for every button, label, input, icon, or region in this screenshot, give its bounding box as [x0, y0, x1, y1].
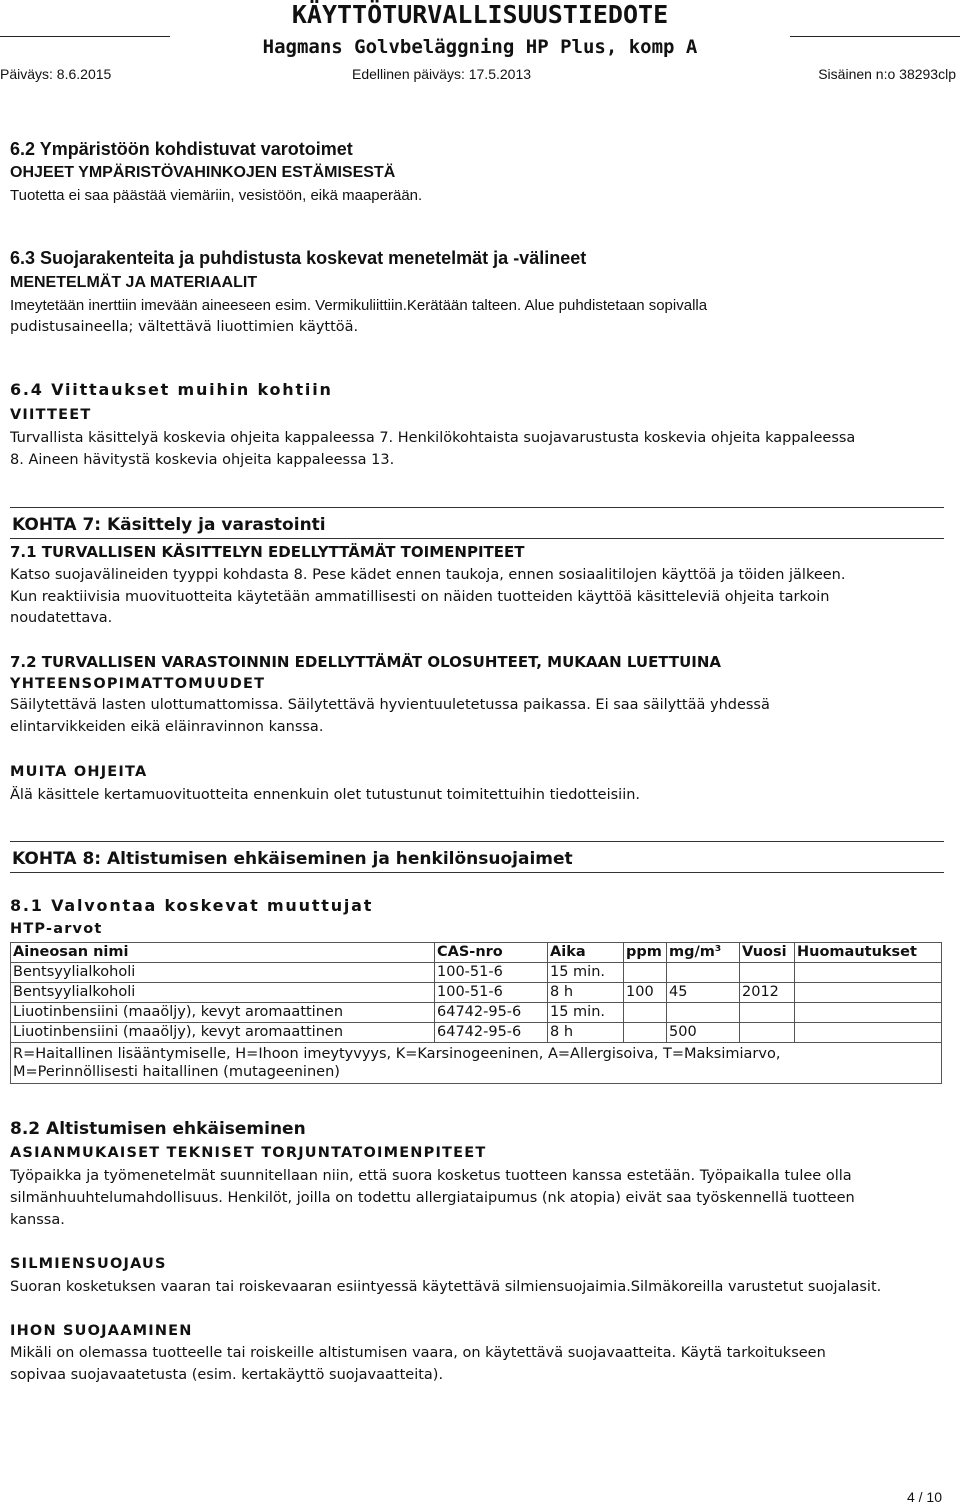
table-note-line2: M=Perinnöllisesti haitallinen (mutageeninen): [13, 1064, 340, 1080]
section-7-1-line1: Katso suojavälineiden tyyppi kohdasta 8. Pese kädet ennen taukoja, ennen sosiaalitilojen käyttöä ja töiden jälkeen.: [10, 567, 846, 583]
table-cell: 64742-95-6: [435, 1023, 548, 1043]
table-header-cell: Aika: [548, 943, 624, 963]
table-row: [11, 1023, 942, 1043]
document-header: [0, 0, 960, 90]
date-field: Päiväys: 8.6.2015: [0, 66, 112, 82]
table-header-row: [11, 943, 942, 963]
section-6-2-text: Tuotetta ei saa päästää viemäriin, vesistöön, eikä maaperään.: [10, 187, 423, 204]
eye-protection-heading: SILMIENSUOJAUS: [10, 1256, 167, 1272]
table-cell: Bentsyylialkoholi: [11, 983, 435, 1003]
table-cell: [667, 1003, 740, 1023]
section-8-title: KOHTA 8: Altistumisen ehkäiseminen ja henkilönsuojaimet: [10, 841, 944, 873]
table-cell: 15 min.: [548, 1003, 624, 1023]
section-7-title: KOHTA 7: Käsittely ja varastointi: [10, 507, 944, 539]
section-7-2-line1: Säilytettävä lasten ulottumattomissa. Säilytettävä hyvientuuletetussa paikassa. Ei saa säilyttää yhdessä: [10, 697, 770, 713]
section-7-2-heading-line2: YHTEENSOPIMATTOMUUDET: [10, 676, 266, 692]
previous-date-field: Edellinen päiväys: 17.5.2013: [352, 66, 532, 82]
section-7-2-heading-line1: 7.2 TURVALLISEN VARASTOINNIN EDELLYTTÄMÄT OLOSUHTEET, MUKAAN LUETTUINA: [10, 653, 722, 671]
section-6-3-subheading: MENETELMÄT JA MATERIAALIT: [10, 274, 258, 291]
section-6-2-subheading: OHJEET YMPÄRISTÖVAHINKOJEN ESTÄMISESTÄ: [10, 164, 396, 181]
section-8-2-heading: 8.2 Altistumisen ehkäiseminen: [10, 1119, 306, 1139]
section-6-3-text-line2: pudistusaineella; vältettävä liuottimien käyttöä.: [10, 319, 359, 335]
table-cell: Bentsyylialkoholi: [11, 963, 435, 983]
section-6-3-heading: 6.3 Suojarakenteita ja puhdistusta koskevat menetelmät ja -välineet: [10, 248, 587, 268]
technical-measures-line3: kanssa.: [10, 1212, 65, 1228]
table-cell: [740, 963, 795, 983]
htp-table-wrapper: [10, 942, 950, 1084]
table-note-line1: R=Haitallinen lisääntymiselle, H=Ihoon imeytyvyys, K=Karsinogeeninen, A=Allergisoiva, T=Maksimiarvo,: [13, 1046, 781, 1062]
table-header-cell: Huomautukset: [795, 943, 942, 963]
table-row: [11, 963, 942, 983]
page-number: 4 / 10: [906, 1489, 942, 1505]
eye-protection-text: Suoran kosketuksen vaaran tai roiskevaaran esiintyessä käytettävä silmiensuojaimia.Silmäkoreilla varustetut suojalasit.: [10, 1279, 882, 1295]
internal-number-field: Sisäinen n:o 38293clp: [818, 66, 956, 82]
skin-protection-line2: sopivaa suojavaatetusta (esim. kertakäyttö suojavaatteita).: [10, 1367, 444, 1383]
skin-protection-heading: IHON SUOJAAMINEN: [10, 1323, 193, 1339]
table-cell: 2012: [740, 983, 795, 1003]
table-row: [11, 983, 942, 1003]
table-cell: [624, 963, 667, 983]
section-6-4-subheading: VIITTEET: [10, 407, 92, 423]
section-7-1-heading: 7.1 TURVALLISEN KÄSITTELYN EDELLYTTÄMÄT TOIMENPITEET: [10, 543, 525, 561]
table-header-cell: Vuosi: [740, 943, 795, 963]
other-instructions-heading: MUITA OHJEITA: [10, 764, 148, 780]
other-instructions-text: Älä käsittele kertamuovituotteita ennenkuin olet tutustunut toimitettuihin tiedotteisiin.: [10, 787, 641, 803]
table-cell: [624, 1003, 667, 1023]
table-cell: [667, 963, 740, 983]
table-note-cell: [11, 1043, 942, 1084]
table-cell: 45: [667, 983, 740, 1003]
table-cell: [740, 1003, 795, 1023]
table-cell: 500: [667, 1023, 740, 1043]
table-cell: [795, 963, 942, 983]
table-cell: [740, 1023, 795, 1043]
table-cell: [624, 1023, 667, 1043]
table-cell: [795, 1023, 942, 1043]
header-meta-row: [0, 64, 960, 86]
skin-protection-line1: Mikäli on olemassa tuotteelle tai roiskeille altistumisen vaara, on käytettävä suojavaatteita. Käytä tarkoitukseen: [10, 1345, 826, 1361]
section-8-1-heading: 8.1 Valvontaa koskevat muuttujat: [10, 896, 374, 915]
technical-measures-line2: silmänhuuhtelumahdollisuus. Henkilöt, joilla on todettu allergiataipumus (nk atopia) eivät saa työskennellä tuotteen: [10, 1190, 855, 1206]
table-cell: [795, 1003, 942, 1023]
table-header-cell: Aineosan nimi: [11, 943, 435, 963]
document-title: KÄYTTÖTURVALLISUUSTIEDOTE: [291, 0, 669, 29]
table-cell: Liuotinbensiini (maaöljy), kevyt aromaattinen: [11, 1003, 435, 1023]
htp-values-heading: HTP-arvot: [10, 921, 103, 937]
table-cell: [795, 983, 942, 1003]
table-cell: 100-51-6: [435, 983, 548, 1003]
section-7-1-line2: Kun reaktiivisia muovituotteita käytetään ammatillisesti on näiden tuotteiden käyttöä käsitteleviä ohjeita tarkoin: [10, 589, 830, 605]
table-cell: 100-51-6: [435, 963, 548, 983]
table-cell: 8 h: [548, 1023, 624, 1043]
table-cell: 64742-95-6: [435, 1003, 548, 1023]
table-cell: Liuotinbensiini (maaöljy), kevyt aromaattinen: [11, 1023, 435, 1043]
table-header-cell: CAS-nro: [435, 943, 548, 963]
company-product-name: Hagmans Golvbeläggning HP Plus, komp A: [262, 36, 698, 58]
table-note-row: [11, 1043, 942, 1084]
table-cell: 15 min.: [548, 963, 624, 983]
table-cell: 100: [624, 983, 667, 1003]
technical-measures-heading: ASIANMUKAISET TEKNISET TORJUNTATOIMENPITEET: [10, 1145, 487, 1161]
section-7-2-line2: elintarvikkeiden eikä eläinravinnon kanssa.: [10, 719, 324, 735]
table-cell: 8 h: [548, 983, 624, 1003]
section-6-3-text-line1: Imeytetään inerttiin imevään aineeseen esim. Vermikuliittiin.Kerätään talteen. Alue puhdistetaan sopivalla: [10, 297, 708, 314]
table-header-cell: ppm: [624, 943, 667, 963]
technical-measures-line1: Työpaikka ja työmenetelmät suunnitellaan niin, että suora kosketus tuotteen kanssa estetään. Työpaikalla tulee olla: [10, 1168, 852, 1184]
table-header-cell: mg/m³: [667, 943, 740, 963]
section-6-4-text-line2: 8. Aineen hävitystä koskevia ohjeita kappaleessa 13.: [10, 452, 395, 468]
section-6-4-heading: 6.4 Viittaukset muihin kohtiin: [10, 380, 333, 399]
section-6-2-heading: 6.2 Ympäristöön kohdistuvat varotoimet: [10, 139, 353, 159]
htp-table: [10, 942, 942, 1084]
section-7-1-line3: noudatettava.: [10, 610, 113, 626]
table-row: [11, 1003, 942, 1023]
section-6-4-text-line1: Turvallista käsittelyä koskevia ohjeita kappaleessa 7. Henkilökohtaista suojavarustusta koskevia ohjeita kappaleessa: [10, 430, 856, 446]
